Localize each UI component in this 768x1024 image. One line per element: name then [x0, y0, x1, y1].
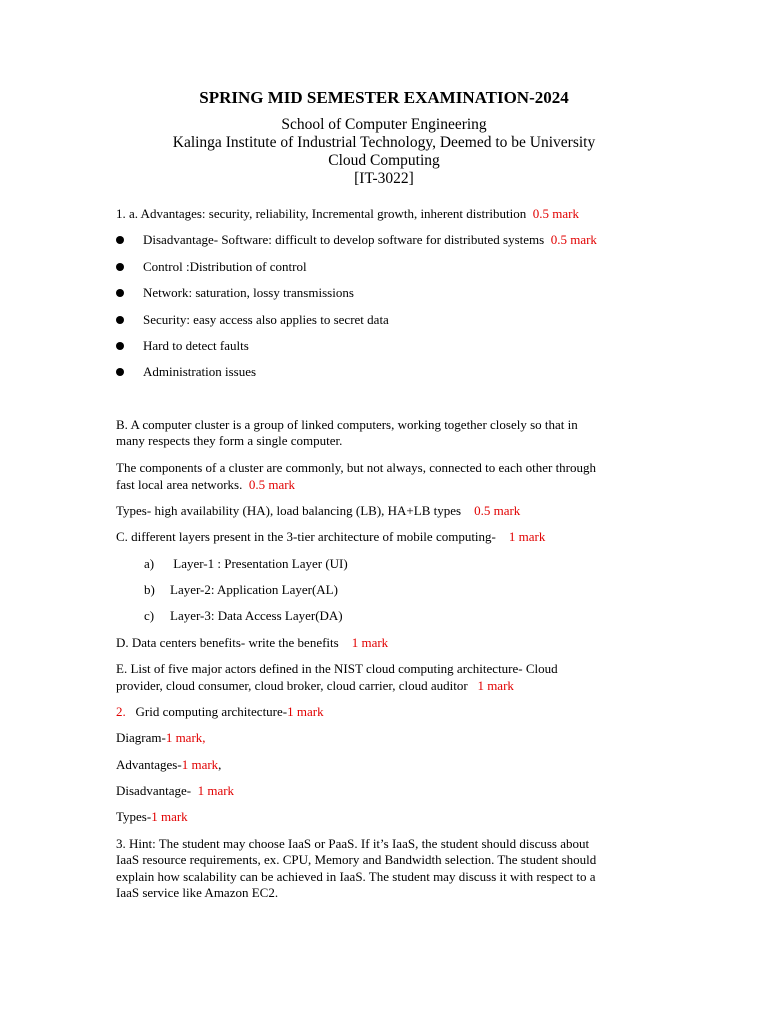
layer-text: Layer-1 : Presentation Layer (UI): [170, 556, 348, 571]
q3-line-1: 3. Hint: The student may choose IaaS or PaaS. If it’s IaaS, the student should discuss about: [116, 836, 590, 851]
q1e-line-1: E. List of five major actors defined in the NIST cloud computing architecture- Cloud: [116, 661, 558, 676]
bullet-dot: [116, 316, 124, 324]
bullet-text: Control :Distribution of control: [143, 259, 307, 274]
bullet-text: Security: easy access also applies to secret data: [143, 312, 389, 327]
q1b-line-1: B. A computer cluster is a group of linked computers, working together closely so that in: [116, 417, 578, 432]
layer-item: [144, 581, 338, 598]
q2-advantages-mark: 1 mark: [181, 757, 219, 772]
bullet-mark: 0.5 mark: [550, 232, 597, 247]
cluster-components-line-1: The components of a cluster are commonly, but not always, connected to each other through: [116, 460, 597, 475]
bullet-dot: [116, 368, 124, 376]
q3-line-2: IaaS resource requirements, ex. CPU, Memory and Bandwidth selection. The student should: [116, 852, 597, 867]
q2-advantages-suffix: ,: [218, 757, 222, 772]
bullet-item: [143, 337, 249, 354]
q3-line-3: explain how scalability can be achieved in IaaS. The student may discuss it with respect to a: [116, 869, 596, 884]
q1a-mark: 0.5 mark: [532, 206, 579, 221]
q2-disadvantage-label: Disadvantage-: [116, 783, 192, 798]
layer-label: c): [144, 608, 155, 623]
q1d-mark: 1 mark: [351, 635, 389, 650]
q1d-line: [116, 634, 388, 651]
bullet-dot: [116, 263, 124, 271]
q2-title-mark: 1 mark: [287, 704, 324, 719]
q1e-text: provider, cloud consumer, cloud broker, cloud carrier, cloud auditor: [116, 678, 468, 693]
q1e-mark: 1 mark: [477, 678, 514, 693]
q1e-line-2: [116, 677, 514, 694]
bullet-item: [143, 231, 597, 248]
layer-label: a): [144, 556, 155, 571]
q1a-advantages-line: [116, 205, 579, 222]
bullet-item: [143, 363, 256, 380]
q2-disadvantage-line: [116, 782, 234, 799]
q2-types-label: Types-: [116, 809, 152, 824]
cluster-types-text: Types- high availability (HA), load balancing (LB), HA+LB types: [116, 503, 462, 518]
q2-title-line: [116, 703, 324, 720]
exam-title: SPRING MID SEMESTER EXAMINATION-2024: [199, 88, 569, 107]
bullet-item: [143, 311, 389, 328]
bullet-text: Hard to detect faults: [143, 338, 249, 353]
cluster-types-mark: 0.5 mark: [474, 503, 521, 518]
bullet-item: [143, 284, 354, 301]
q1a-advantages-text: 1. a. Advantages: security, reliability, Incremental growth, inherent distribution: [116, 206, 527, 221]
q2-types-mark: 1 mark: [151, 809, 188, 824]
cluster-components-mark: 0.5 mark: [248, 477, 296, 492]
institute-name: Kalinga Institute of Industrial Technology, Deemed to be University: [172, 134, 596, 151]
layer-text: Layer-3: Data Access Layer(DA): [170, 608, 343, 623]
q2-diagram-label: Diagram-: [116, 730, 166, 745]
q1b-line-2: many respects they form a single computer.: [116, 433, 343, 448]
q1c-line: [116, 528, 545, 545]
q2-disadvantage-mark: 1 mark: [197, 783, 235, 798]
q2-number: 2.: [116, 704, 126, 719]
q2-diagram-mark: 1 mark,: [165, 730, 206, 745]
layer-item: [144, 555, 348, 572]
layer-text: Layer-2: Application Layer(AL): [170, 582, 338, 597]
q2-diagram-line: [116, 729, 206, 746]
q3-line-4: IaaS service like Amazon EC2.: [116, 885, 279, 900]
bullet-dot: [116, 342, 124, 350]
q1c-mark: 1 mark: [508, 529, 546, 544]
bullet-text: Administration issues: [143, 364, 257, 379]
bullet-dot: [116, 236, 124, 244]
q1c-text: C. different layers present in the 3-tier architecture of mobile computing-: [116, 529, 496, 544]
bullet-dot: [116, 289, 124, 297]
course-code: [IT-3022]: [354, 170, 414, 187]
q2-title: Grid computing architecture-: [135, 704, 288, 719]
cluster-types-line: [116, 502, 520, 519]
q1d-text: D. Data centers benefits- write the benefits: [116, 635, 339, 650]
layer-label: b): [144, 582, 155, 597]
course-name: Cloud Computing: [328, 152, 440, 169]
q2-advantages-line: [116, 756, 221, 773]
bullet-item: [143, 258, 307, 275]
bullet-text: Disadvantage- Software: difficult to develop software for distributed systems: [143, 232, 545, 247]
layer-item: [144, 607, 343, 624]
cluster-components-text: fast local area networks.: [116, 477, 243, 492]
document-header: [0, 86, 768, 188]
cluster-components-line-2: [116, 476, 295, 493]
q2-advantages-label: Advantages-: [116, 757, 182, 772]
bullet-text: Network: saturation, lossy transmissions: [143, 285, 354, 300]
q2-types-line: [116, 808, 188, 825]
school-name: School of Computer Engineering: [281, 116, 487, 133]
